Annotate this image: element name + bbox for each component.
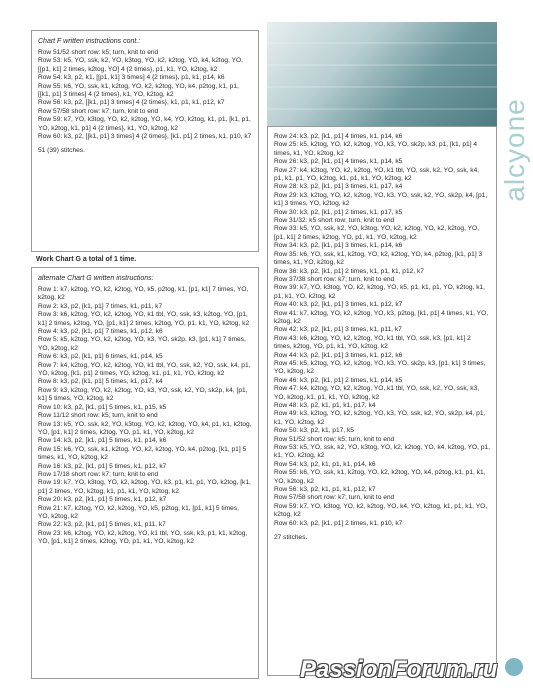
- photo: [267, 22, 497, 126]
- instruction-row: Row 17/18 short row: k7; turn, knit to end: [38, 470, 159, 478]
- instruction-row: Row 11/12 short row: k5; turn, knit to end: [38, 412, 158, 420]
- instruction-row: Row 21: k7, k2tog, YO, k2, k2tog, YO, k5, p2tog, k1, [p1, k1] 5 times, YO, k2tog, k2: [38, 504, 241, 520]
- instruction-row: Row 29: k3, k2tog, YO, k2, k2tog, YO, k3, YO, ssk, k2, YO, sk2p, k4, [p1, k1] 3 times, YO, k2tog, k2: [274, 191, 490, 208]
- instruction-row: Row 40: k3, p2, [k1, p1] 3 times, k1, p12, k7: [274, 301, 403, 309]
- instruction-row: Row 7: k4, k2tog, YO, k2, k2tog, YO, k1 tbl, YO, ssk, k2, YO, ssk, k4, p1, YO, k2tog, [k1, p1] 2 times, YO, k2tog, k1, p1, k1, YO, k2tog, k2: [38, 361, 253, 378]
- instruction-row: Row 10: k3, p2, [k1, p1] 5 times, k1, p15, k5: [38, 403, 167, 411]
- instruction-row: Row 2: k3, p2, [k1, p1] 7 times, k1, p11, k7: [38, 302, 163, 310]
- instruction-row: Row 50: k3, p2, k1, p17, k5: [274, 427, 354, 435]
- instruction-row: Row 19: k7, YO, k3tog, YO, k2, k2tog, YO, k3, p1, k1, p1, YO, k2tog, [k1, p1] 2 times, YO, k2tog, k1, p1, k1, YO, k2tog, k2: [38, 479, 253, 495]
- instruction-row: Row 57/58 short row: k7; turn, knit to end: [38, 107, 159, 115]
- instruction-row: Row 60: k3, p2, [k1, p1] 2 times, k1, p10, k7: [274, 519, 403, 527]
- instruction-row: Row 51/52 short row: k5; turn, knit to end: [38, 49, 159, 56]
- instruction-row: Row 60: k3, p2, [[k1, p1] 3 times] 4 {2 times}, [k1, p1] 2 times, k1, p10, k7: [38, 133, 252, 141]
- instruction-row: Row 43: k6, k2tog, YO, k2, k2tog, YO, k1 tbl, YO, ssk, k3, [p1, k1] 2 times, k2tog, YO, p1, k1, YO, k2tog, k2: [274, 334, 473, 351]
- instruction-row: Row 53: k5, YO, ssk, k2, YO, k3tog, YO, k2, k2tog, YO, k4, k2tog, YO, [[p1, k1] 2 times, k2tog, YO] 4 {2 times}, p1, k1, YO, k2tog, k2: [38, 57, 245, 73]
- instruction-row: Row 41: k7, k2tog, YO, k2, k2tog, YO, k3, p2tog, [k1, p1] 4 times, k1, YO, k2tog, k2: [274, 309, 490, 325]
- instruction-row: Row 59: k7, YO, k3tog, YO, k2, k2tog, YO, k4, YO, k2tog, k1, p1, [k1, p1, YO, k2tog, k1, p1] 4 {2 times}, k1, YO, k2tog, k2: [38, 116, 253, 132]
- instruction-row: Row 26: k3, p2, [k1, p1] 4 times, k1, p14, k5: [274, 158, 403, 166]
- instruction-row: Row 24: k3, p2, [k1, p1] 4 times, k1, p14, k6: [274, 133, 403, 140]
- chart-g-stitches: 27 stitches.: [274, 534, 308, 542]
- instruction-row: Row 49: k3, k2tog, YO, k2, k2tog, YO, k3, YO, ssk, k2, YO, sk2p, k4, p1, k1, YO, k2tog, k2: [274, 410, 488, 426]
- chart-g-heading: alternate Chart G written instructions:: [38, 275, 154, 282]
- chart-g-continued-box: [267, 126, 497, 676]
- instruction-row: Row 44: k3, p2, [k1, p1] 3 times, k1, p12, k6: [274, 351, 403, 359]
- chart-f-box: [31, 30, 259, 252]
- instruction-row: Row 55: k6, YO, ssk, k1, k2tog, YO, k2, k2tog, YO, k4, p2tog, k1, p1, [[k1, p1] 3 times] 4 {2 times}, k1, YO, k2tog, k2: [38, 82, 241, 99]
- instruction-row: Row 46: k3, p2, [k1, p1] 2 times, k1, p14, k5: [274, 376, 403, 384]
- instruction-row: Row 8: k3, p2, [k1, p1] 5 times, k1, p17, k4: [38, 378, 163, 386]
- instruction-row: Row 39: k7, YO, k3tog, YO, k2, k2tog, YO, k5, p1, k1, p1, YO, k2tog, k1, p1, k1, YO, k2tog, k2: [274, 284, 487, 300]
- instruction-row: Row 45: k5, k2tog, YO, k2, k2tog, YO, k3, YO, sk2p, k3, [p1, k1] 3 times, YO, k2tog, k2: [274, 359, 488, 376]
- instruction-row: Row 30: k3, p2, [k1, p1] 2 times, k1, p17, k5: [274, 208, 403, 216]
- page-badge: [505, 658, 523, 676]
- instruction-row: Row 36: k3, p2, [k1, p1] 2 times, k1, p1, k1, p12, k7: [274, 267, 424, 275]
- instruction-row: Row 14: k3, p2, [k1, p1] 5 times, k1, p14, k6: [38, 437, 167, 445]
- instruction-row: Row 28: k3, p2, [k1, p1] 3 times, k1, p17, k4: [274, 183, 403, 191]
- instruction-row: Row 13: k5, YO, ssk, k2, YO, k3tog, YO, k2, k2tog, YO, k4, p1, k1, k2tog, YO, [p1, k1] 2 times, k2tog, YO, p1, k1, YO, k2tog, k2: [38, 420, 254, 436]
- instruction-row: Row 33: k5, YO, ssk, k2, YO, k3tog, YO, k2, k2tog, YO, k2, k2tog, YO, [p1, k1] 2 times, k2tog, YO, p1, k1, YO, k2tog, k2: [274, 225, 481, 241]
- instruction-row: Row 56: k3, p2, [[k1, p1] 3 times] 4 {2 times}, k1, p1, k1, p12, k7: [38, 99, 225, 107]
- instruction-row: Row 54: k3, p2, k1, p1, k1, p14, k6: [274, 460, 376, 468]
- instruction-row: Row 34: k3, p2, [k1, p1] 3 times, k1, p14, k6: [274, 242, 403, 250]
- instruction-row: Row 3: k6, k2tog, YO, k2, k2tog, YO, k1 tbl, YO, ssk, k3, k2tog, YO, [p1, k1] 2 times, k2tog, YO, [p1, k1] 2 times, k2tog, YO, p1, k1, YO, k2tog, k2: [38, 311, 250, 327]
- chart-g-rows: [38, 286, 252, 547]
- instruction-row: Row 47: k4, k2tog, YO, k2, k2tog, YO, k1 tbl, YO, ssk, k2, YO, ssk, k3, YO, k2tog, k1, p1, k1, YO, k2tog, k2: [274, 385, 481, 401]
- instruction-row: Row 48: k3, p2, k1, p1, k1, p17, k4: [274, 402, 376, 409]
- instruction-row: Row 56: k3, p2, k1, p1, k1, p12, k7: [274, 486, 376, 494]
- chart-f-stitches: 51 (39) stitches.: [38, 147, 85, 155]
- instruction-row: Row 20: k3, p2, [k1, p1] 5 times, k1, p12, k7: [38, 496, 167, 504]
- chart-f-rows: [38, 49, 252, 141]
- chart-f-heading: Chart F written instructions cont.:: [38, 38, 141, 45]
- instruction-row: Row 22: k3, p2, [k1, p1] 5 times, k1, p11, k7: [38, 521, 166, 529]
- chart-g-continued-rows: [274, 133, 490, 528]
- instruction-row: Row 5: k5, k2tog, YO, k2, k2tog, YO, k3, YO, sk2p, k3, [p1, k1] 7 times, YO, k2tog, k2: [38, 336, 248, 352]
- chart-g-box: [31, 267, 259, 679]
- brand-logo: [497, 60, 533, 240]
- watermark: PassionForum.ru: [300, 656, 498, 683]
- instruction-row: Row 59: k7, YO, k3tog, YO, k2, k2tog, YO, k4, YO, k2tog, k1, p1, k1, YO, k2tog, k2: [274, 502, 489, 519]
- instruction-row: Row 53: k5, YO, ssk, k2, YO, k3tog, YO, k2, k2tog, YO, k4, k2tog, YO, p1, k1, YO, k2tog, k2: [274, 444, 492, 460]
- instruction-row: Row 35: k6, YO, ssk, k1, k2tog, YO, k2, k2tog, YO, k4, p2tog, [k1, p1] 3 times, k1, YO, k2tog, k2: [274, 250, 485, 267]
- instruction-row: Row 9: k3, k2tog, YO, k2, k2tog, YO, k3, YO, ssk, k2, YO, sk2p, k4, [p1, k1] 5 times, YO, k2tog, k2: [38, 386, 250, 403]
- instruction-row: Row 23: k6, k2tog, YO, k2, k2tog, YO, k1 tbl, YO, ssk, k3, p1, k1, k2tog, YO, [p1, k1] 2 times, k2tog, YO, p1, k1, YO, k2tog, k2: [38, 529, 249, 546]
- instruction-row: Row 27: k4, k2tog, YO, k2, k2tog, YO, k1 tbl, YO, ssk, k2, YO, ssk, k4, p1, k1, p1, YO, k2tog, k1, p1, k1, YO, k2tog, k2: [274, 166, 481, 183]
- instruction-row: Row 6: k3, p2, [k1, p1] 6 times, k1, p14, k5: [38, 353, 163, 361]
- instruction-row: Row 57/58 short row: k7; turn, knit to end: [274, 494, 395, 502]
- instruction-row: Row 54: k3, p2, k1, [[p1, k1] 3 times] 4 {2 times}, p1, k1, p14, k6: [38, 74, 225, 82]
- instruction-row: Row 55: k6, YO, ssk, k1, k2tog, YO, k2, k2tog, YO, k4, p2tog, k1, p1, k1, YO, k2tog, k2: [274, 469, 488, 485]
- instruction-row: Row 15: k6, YO, ssk, k1, k2tog, YO, k2, k2tog, YO, k4, p2tog, [k1, p1] 5 times, k1, YO, k2tog, k2: [38, 445, 249, 462]
- work-chart-g-heading: Work Chart G a total of 1 time.: [36, 256, 137, 263]
- instruction-row: Row 1: k7, k2tog, YO, k2, k2tog, YO, k5, p2tog, k1, [p1, k1] 7 times, YO, k2tog, k2: [38, 286, 251, 302]
- instruction-row: Row 25: k5, k2tog, YO, k2, k2tog, YO, k3, YO, sk2p, k3, p1, [k1, p1] 4 times, k1, YO, k2tog, k2: [274, 141, 479, 157]
- instruction-row: Row 51/52 short row: k5; turn, knit to end: [274, 435, 395, 443]
- instruction-row: Row 16: k3, p2, [k1, p1] 5 times, k1, p12, k7: [38, 462, 167, 470]
- brand-text: alcyone: [499, 98, 530, 202]
- instruction-row: Row 37/38 short row: k7; turn, knit to end: [274, 275, 395, 283]
- instruction-row: Row 31/32: k5 short row; turn, knit to end: [274, 217, 395, 225]
- instruction-row: Row 42: k3, p2, [k1, p1] 3 times, k1, p11, k7: [274, 326, 402, 334]
- instruction-row: Row 4: k3, p2, [k1, p1] 7 times, k1, p12, k6: [38, 328, 163, 336]
